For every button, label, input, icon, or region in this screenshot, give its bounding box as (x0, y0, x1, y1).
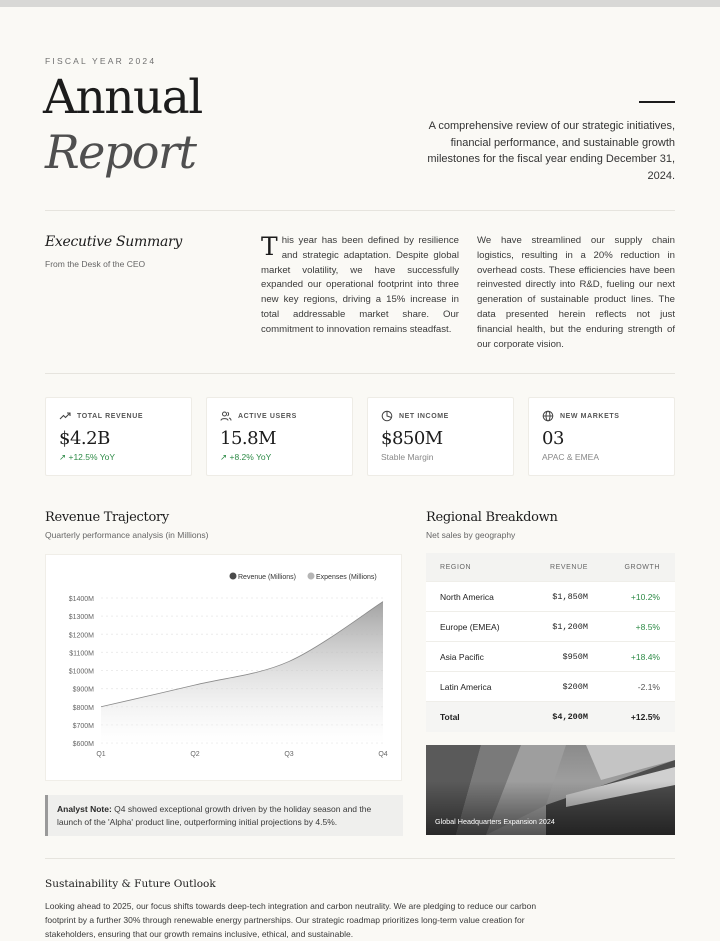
x-tick-label: Q1 (96, 751, 106, 758)
analyst-note-text: Q4 showed exceptional growth driven by the holiday season and the launch of the 'Alpha' product line, outperforming initial projections by 4.5%. (57, 804, 372, 827)
kpi-value: $850M (381, 428, 443, 449)
kpi-card-net-income (367, 397, 514, 476)
table-row (426, 642, 675, 672)
photo-caption: Global Headquarters Expansion 2024 (435, 817, 555, 826)
table-row (426, 582, 675, 612)
cell-revenue: $1,850M (552, 592, 588, 602)
headquarters-photo (426, 745, 675, 835)
x-tick-label: Q2 (190, 751, 200, 758)
legend-label: Expenses (Millions) (316, 574, 377, 581)
header-region: REGION (440, 564, 472, 571)
y-tick-label: $600M (72, 741, 94, 748)
executive-summary-subtitle: From the Desk of the CEO (45, 259, 146, 269)
cell-revenue: $950M (562, 652, 588, 662)
divider (45, 373, 675, 374)
divider (45, 210, 675, 211)
kpi-label: NET INCOME (399, 412, 449, 420)
cell-revenue: $200M (562, 682, 588, 692)
kpi-value: 03 (542, 428, 564, 449)
y-tick-label: $900M (72, 686, 94, 694)
y-tick-label: $1000M (68, 668, 94, 676)
globe-icon (542, 410, 554, 422)
outlook-title: Sustainability & Future Outlook (45, 878, 216, 890)
executive-summary-title: Executive Summary (45, 234, 183, 250)
analyst-note-label: Analyst Note: (57, 804, 112, 814)
cell-growth: -2.1% (637, 682, 660, 692)
x-tick-label: Q4 (378, 751, 388, 758)
y-tick-label: $1200M (68, 632, 94, 640)
header-growth: GROWTH (624, 564, 660, 571)
header-revenue: REVENUE (549, 564, 588, 571)
drop-cap: T (261, 232, 278, 261)
y-tick-label: $1100M (69, 650, 94, 658)
table-row (426, 612, 675, 642)
kpi-note: Stable Margin (381, 452, 434, 462)
cell-growth: +10.2% (630, 592, 660, 602)
cell-growth: +18.4% (630, 652, 660, 662)
kpi-delta: ↗ +12.5% YoY (59, 452, 116, 462)
summary-text-1: his year has been defined by resilience and strategic adaptation. Despite global market volatility, we have successfully expanded our operational footprint into three new key regions, driving a 15% increase in total addressable market share. Our commitment to innovation remains steadfast. (261, 235, 459, 335)
kpi-note: APAC & EMEA (542, 452, 599, 462)
revenue-area (101, 602, 383, 743)
summary-column-2: We have streamlined our supply chain logistics, resulting in a 20% reduction in overhead costs. These efficiencies have been reinvested directly into R&D, fueling our next generation of sustainable product lines. The data presented herein reflects not just financial health, but the enduring strength of our corporate vision. (477, 235, 675, 350)
kpi-card-users (206, 397, 353, 476)
revenue-section-title: Revenue Trajectory (45, 510, 169, 525)
top-bar (0, 0, 720, 7)
regional-section-title: Regional Breakdown (426, 510, 558, 525)
table-total-row (426, 702, 675, 732)
title-report: Report (45, 125, 196, 179)
cell-growth: +8.5% (635, 622, 660, 632)
regional-section-subtitle: Net sales by geography (426, 530, 516, 540)
total-revenue: $4,200M (552, 712, 588, 722)
cell-region: Europe (EMEA) (440, 622, 500, 632)
summary-column-1 (261, 234, 459, 338)
outlook-text: Looking ahead to 2025, our focus shifts towards deep-tech integration and carbon neutrality. We are pledging to reduce our carbon footprint by a further 30% through renewable energy partnerships. Our strategic roadmap prioritizes long-term value creation for stakeholders, ensuring that our growth remains inclusive, ethical, and sustainable. (45, 901, 537, 939)
legend-label: Revenue (Millions) (238, 574, 296, 581)
x-tick-label: Q3 (284, 751, 294, 758)
regional-table (426, 553, 675, 732)
trending-up-icon (59, 410, 71, 422)
kpi-label: ACTIVE USERS (238, 412, 297, 420)
pie-chart-icon (381, 410, 393, 422)
users-icon (220, 410, 232, 422)
accent-rule (639, 101, 675, 103)
legend-swatch (308, 573, 315, 580)
table-row (426, 672, 675, 702)
kpi-value: 15.8M (220, 428, 277, 449)
revenue-chart (46, 555, 403, 782)
kpi-card-markets (528, 397, 675, 476)
analyst-note (45, 795, 403, 836)
table-header-row (426, 553, 675, 582)
intro-text: A comprehensive review of our strategic initiatives, financial performance, and sustainable growth milestones for the fiscal year ending December 31, 2024. (427, 120, 675, 182)
title-annual: Annual (43, 70, 202, 125)
cell-revenue: $1,200M (552, 622, 588, 632)
cell-region: North America (440, 592, 494, 602)
total-label: Total (440, 712, 460, 722)
y-tick-label: $700M (72, 722, 94, 730)
fiscal-year-eyebrow: FISCAL YEAR 2024 (45, 56, 157, 66)
y-tick-label: $800M (72, 704, 94, 712)
total-growth: +12.5% (630, 712, 660, 722)
y-tick-label: $1400M (68, 596, 94, 603)
revenue-section-subtitle: Quarterly performance analysis (in Millions) (45, 530, 209, 540)
cell-region: Asia Pacific (440, 652, 484, 662)
y-tick-label: $1300M (68, 614, 94, 622)
legend-swatch (230, 573, 237, 580)
kpi-label: TOTAL REVENUE (77, 412, 144, 420)
kpi-delta: ↗ +8.2% YoY (220, 452, 272, 462)
kpi-card-revenue (45, 397, 192, 476)
cell-region: Latin America (440, 682, 492, 692)
kpi-label: NEW MARKETS (560, 412, 620, 420)
divider (45, 858, 675, 859)
revenue-chart-card (45, 554, 402, 781)
kpi-value: $4.2B (59, 428, 110, 449)
